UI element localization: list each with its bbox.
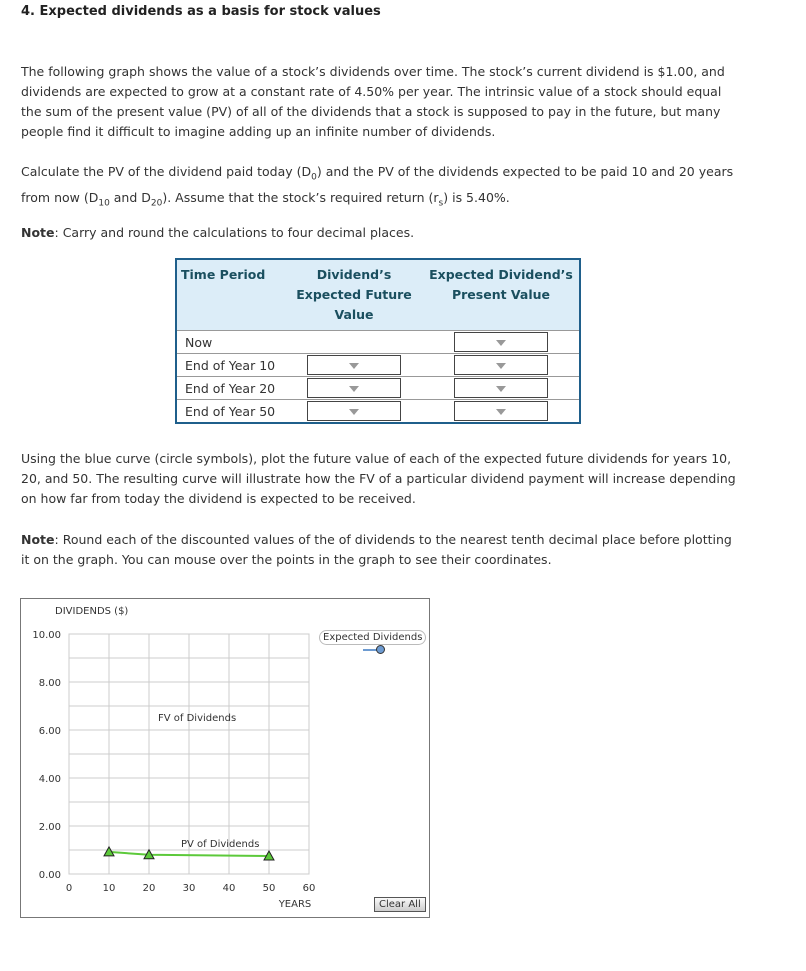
y-tick-label: 4.00 [38,774,61,785]
calc-instructions: Calculate the PV of the dividend paid today $(D_0)$ and the PV of the dividends expected to be paid 10 and 20 years from now ($D_{10}$ and $D_{20}$). Assume that the stock’s required return $(r_s)$ is 5.40%. [21,164,734,208]
row-label: End of Year 10 [176,354,285,377]
y-tick-label: 8.00 [38,678,61,689]
x-tick-label: 20 [142,883,156,894]
y-tick-label: 0.00 [38,870,61,881]
note-plotting: Note: Round each of the discounted values of the of dividends to the nearest tenth decimal place before plotting it on the graph. You can mouse over the points in the graph to see their coordinates. [21,532,732,567]
legend-expected-dividends: Expected Dividends [319,630,426,645]
table-row [176,377,580,400]
y-tick-label: 10.00 [32,630,61,641]
annotation-fv: FV of Dividends [158,713,237,724]
chart-svg[interactable] [21,599,429,917]
dividends-table [175,258,581,424]
annotation-pv: PV of Dividends [181,839,260,850]
pv-year20-dropdown[interactable] [454,378,548,398]
table-row [176,400,580,424]
header-future-value: Dividend’s Expected Future Value [285,259,423,331]
row-label: End of Year 50 [176,400,285,424]
fv-year20-dropdown[interactable] [307,378,401,398]
x-tick-label: 40 [222,883,236,894]
fv-year10-dropdown[interactable] [307,355,401,375]
pv-now-dropdown[interactable] [454,332,548,352]
header-present-value: Expected Dividend’s Present Value [423,259,580,331]
x-axis-label: YEARS [278,899,312,910]
header-time-period: Time Period [176,259,285,331]
plot-instructions: Using the blue curve (circle symbols), plot the future value of each of the expected future dividends for years 10, 20, and 50. The resulting curve will illustrate how the FV of a particular dividend payment will increase depending on how far from today the dividend is expected to be received. [21,451,736,506]
note-rounding: Note: Carry and round the calculations to four decimal places. [21,225,415,240]
x-tick-label: 0 [65,883,73,894]
intro-text: The following graph shows the value of a stock’s dividends over time. The stock’s current dividend is $1.00, and dividends are expected to grow at a constant rate of 4.50% per year. The intrinsic value of a stock should equal the sum of the present value (PV) of all of the dividends that a stock is supposed to pay in the future, but many people find it difficult to imagine adding up an infinite number of dividends. [21,64,725,139]
pv-year10-dropdown[interactable] [454,355,548,375]
table-row [176,331,580,354]
row-label: End of Year 20 [176,377,285,400]
table-row [176,354,580,377]
row-label: Now [176,331,285,354]
dividends-chart[interactable] [20,598,430,918]
y-tick-label: 6.00 [38,726,61,737]
y-tick-label: 2.00 [38,822,61,833]
fv-year50-dropdown[interactable] [307,401,401,421]
x-tick-label: 50 [262,883,276,894]
x-tick-label: 30 [182,883,196,894]
pv-year50-dropdown[interactable] [454,401,548,421]
clear-all-button[interactable]: Clear All [374,897,426,912]
x-tick-label: 10 [102,883,116,894]
y-axis-label: DIVIDENDS ($) [55,606,129,617]
legend-circle-marker[interactable] [376,645,385,654]
question-title: 4. Expected dividends as a basis for stock values [21,4,381,19]
x-tick-label: 60 [302,883,316,894]
